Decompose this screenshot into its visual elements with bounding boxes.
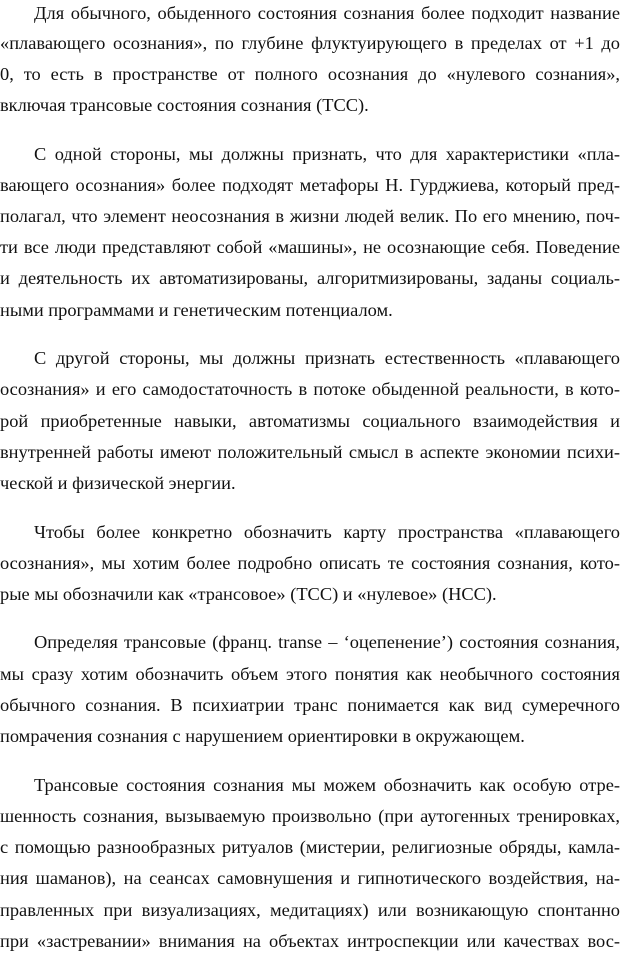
text-line: осознания» и его самодостаточность в потоке обыденной реальности, в кото-: [0, 379, 620, 399]
text-line: полагал, что элемент неосознания в жизни людей велик. По его мнению, поч-: [0, 206, 620, 226]
text-line: обычного сознания. В психиатрии транс понимается как вид сумеречного: [0, 695, 620, 715]
text-line: ти все люди представляют собой «машины», не осознающие себя. Поведение: [0, 237, 620, 257]
text-line: включая трансовые состояния сознания (ТСС).: [0, 95, 369, 115]
text-line: осознания», мы хотим более подробно описать те состояния сознания, кото-: [0, 553, 620, 573]
text-line: ными программами и генетическим потенциалом.: [0, 300, 393, 320]
text-line: при «застревании» внимания на объектах интроспекции или качествах вос-: [0, 931, 620, 951]
text-line: помрачения сознания с нарушением ориентировки в окружающем.: [0, 726, 525, 746]
text-line: рой приобретенные навыки, автоматизмы социального взаимодействия и: [0, 411, 620, 431]
text-line: «плавающего осознания», по глубине флуктуирующего в пределах от +1 до: [0, 33, 620, 53]
text-line: вающего осознания» более подходят метафоры Н. Гурджиева, который пред-: [0, 175, 620, 195]
text-line: Чтобы более конкретно обозначить карту пространства «плавающего: [34, 522, 620, 542]
text-line: С другой стороны, мы должны признать естественность «плавающего: [34, 348, 620, 368]
text-line: Трансовые состояния сознания мы можем обозначить как особую отре-: [34, 775, 620, 795]
text-line: рые мы обозначили как «трансовое» (ТСС) и «нулевое» (НСС).: [0, 584, 497, 604]
text-line: 0, то есть в пространстве от полного осознания до «нулевого сознания»,: [0, 64, 620, 84]
text-line: шенность сознания, вызываемую произвольно (при аутогенных тренировках,: [0, 806, 620, 826]
text-line: ния шаманов), на сеансах самовнушения и гипнотического воздействия, на-: [0, 868, 620, 888]
text-line: с помощью разнообразных ритуалов (мистерии, религиозные обряды, камла-: [0, 837, 620, 857]
text-line: С одной стороны, мы должны признать, что для характеристики «пла-: [34, 144, 620, 164]
text-line: и деятельность их автоматизированы, алгоритмизированы, заданы социаль-: [0, 268, 620, 288]
text-line: мы сразу хотим обозначить объем этого понятия как необычного состояния: [0, 664, 620, 684]
text-line: внутренней работы имеют положительный смысл в аспекте экономии психи-: [0, 442, 620, 462]
text-line: Определяя трансовые (франц. transe – ‘оцепенение’) состояния сознания,: [34, 632, 620, 652]
text-line: правленных при визуализациях, медитациях) или возникающую спонтанно: [0, 900, 620, 920]
text-line: Для обычного, обыденного состояния сознания более подходит название: [34, 3, 620, 23]
text-line: ческой и физической энергии.: [0, 473, 236, 493]
